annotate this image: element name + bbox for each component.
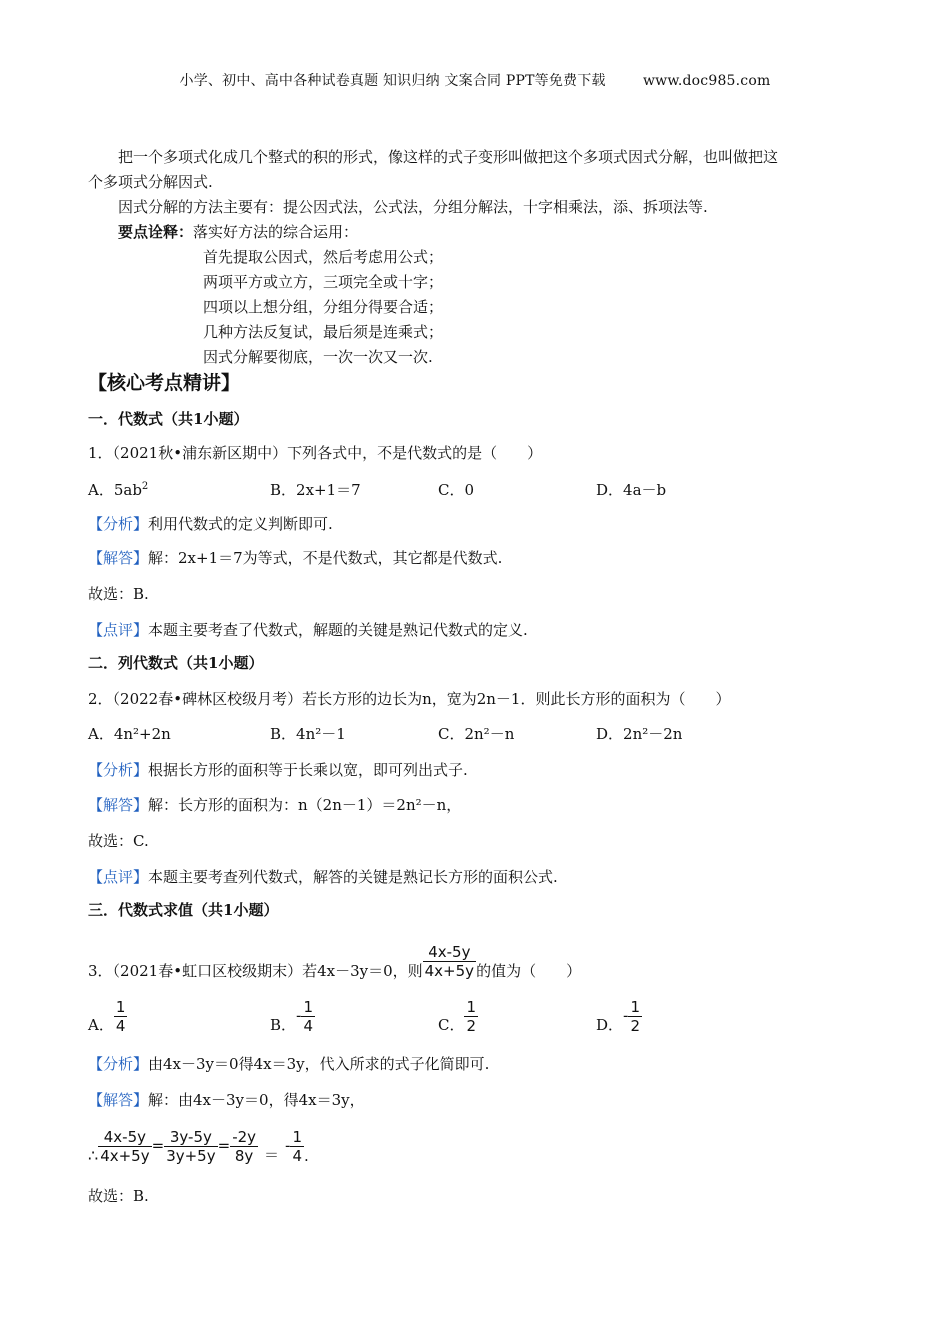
q3-option-d: D．- $\frac{1}{2}$ — [596, 992, 642, 1035]
q3-option-c-fraction — [464, 998, 478, 1035]
key-points-line — [118, 219, 358, 245]
header-text: 小学、初中、高中各种试卷真题 知识归纳 文案合同 PPT等免费下载 — [179, 73, 606, 89]
fraction-denominator: 4x+5y — [100, 1147, 150, 1165]
q1-answer-text: 解：2x+1＝7为等式，不是代数式，其它都是代数式. — [148, 549, 503, 567]
q3-choice: 故选：B. — [88, 1187, 149, 1205]
fraction-denominator: 3y+5y — [166, 1147, 216, 1165]
chain-fraction-3 — [230, 1128, 258, 1165]
q3-option-b-label: B． — [270, 1016, 297, 1034]
fraction-numerator: 1 — [630, 998, 640, 1016]
q1-comment — [88, 617, 528, 643]
fraction-numerator: 3y-5y — [169, 1128, 212, 1146]
answer-label: 【解答】 — [88, 1091, 149, 1109]
poem-line-3: 四项以上想分组，分组分得要合适； — [203, 298, 444, 316]
q1-option-b: B．2x+1＝7 — [270, 481, 361, 499]
q2-comment — [88, 864, 558, 890]
intro-paragraph-2: 因式分解的方法主要有：提公因式法，公式法，分组分解法，十字相乘法，添、拆项法等. — [118, 198, 708, 216]
chain-fraction-2 — [164, 1128, 217, 1165]
fraction-numerator: 1 — [115, 998, 126, 1016]
q1-choice: 故选：B. — [88, 585, 149, 603]
fraction-denominator: 4 — [115, 1017, 126, 1035]
fraction-numerator: 4x-5y — [103, 1128, 147, 1146]
q2-section-heading: 二．列代数式（共1小题） — [88, 654, 264, 672]
q2-analysis — [88, 757, 468, 783]
fraction-denominator: 4 — [292, 1147, 303, 1165]
fraction-denominator: 2 — [630, 1017, 640, 1035]
q1-stem: 1．（2021秋•浦东新区期中）下列各式中，不是代数式的是（ ） — [88, 444, 543, 462]
comment-label: 【点评】 — [88, 868, 149, 886]
poem-line-1: 首先提取公因式，然后考虑用公式； — [203, 248, 444, 266]
analysis-label: 【分析】 — [88, 515, 149, 533]
key-points-label: 要点诠释： — [118, 223, 194, 241]
q3-option-b-fraction — [301, 998, 315, 1035]
q2-answer — [88, 792, 461, 818]
q1-option-a-text: A．5ab — [88, 481, 142, 499]
q3-section-heading: 三．代数式求值（共1小题） — [88, 901, 279, 919]
q1-section-heading: 一．代数式（共1小题） — [88, 410, 249, 428]
q1-answer — [88, 545, 502, 571]
section-title: 【核心考点精讲】 — [88, 372, 241, 394]
q1-analysis-text: 利用代数式的定义判断即可. — [148, 515, 333, 533]
q2-option-b: B．4n²－1 — [270, 725, 346, 743]
q3-option-a-label: A． — [88, 1016, 114, 1034]
key-points-text: 落实好方法的综合运用： — [193, 223, 359, 241]
q3-option-a-fraction — [114, 998, 128, 1035]
poem-line-4: 几种方法反复试，最后须是连乘式； — [203, 323, 444, 341]
q3-analysis — [88, 1051, 489, 1077]
q3-fraction-chain: ∴ $\frac{4x-5y}{4x+5y}$ = $\frac{3y-5y}{3y+5y}$ = $\frac{-2y}{8y}$ ＝- $\frac{1}{4}$ . — [88, 1122, 309, 1165]
intro-paragraph-1-cont: 个多项式分解因式. — [88, 173, 213, 191]
q3-option-c — [438, 992, 478, 1035]
q2-answer-text: 解：长方形的面积为：n（2n－1）＝2n²－n， — [148, 796, 462, 814]
q2-analysis-text: 根据长方形的面积等于长乘以宽，即可列出式子. — [148, 761, 468, 779]
fraction-numerator: 1 — [466, 998, 477, 1016]
q2-comment-text: 本题主要考查列代数式，解答的关键是熟记长方形的面积公式. — [148, 868, 558, 886]
intro-paragraph-1: 把一个多项式化成几个整式的积的形式，像这样的式子变形叫做把这个多项式因式分解，也叫做把这 — [118, 148, 779, 166]
q1-option-c: C．0 — [438, 481, 475, 499]
header-url: www.doc985.com — [642, 73, 771, 89]
chain-fraction-1 — [98, 1128, 151, 1165]
q1-option-d: D．4a－b — [596, 481, 667, 499]
q3-option-d-fraction — [628, 998, 642, 1035]
q2-option-a: A．4n²+2n — [88, 725, 171, 743]
q3-answer — [88, 1087, 365, 1113]
q2-stem: 2．（2022春•碑林区校级月考）若长方形的边长为n，宽为2n－1．则此长方形的面积为（ ） — [88, 690, 731, 708]
q3-option-b: B．- $\frac{1}{4}$ — [270, 992, 315, 1035]
q3-fraction — [423, 943, 476, 980]
fraction-numerator: 1 — [292, 1128, 303, 1146]
q3-stem-tail: 的值为（ ） — [476, 962, 582, 980]
q1-comment-text: 本题主要考查了代数式，解题的关键是熟记代数式的定义. — [148, 621, 528, 639]
chain-fraction-4 — [290, 1128, 304, 1165]
q3-fraction-numerator: 4x-5y — [428, 943, 471, 961]
q3-stem-text: 3．（2021春•虹口区校级期末）若4x－3y＝0，则 — [88, 962, 423, 980]
q2-choice: 故选：C. — [88, 832, 149, 850]
q3-analysis-text: 由4x－3y＝0得4x＝3y，代入所求的式子化简即可. — [148, 1055, 490, 1073]
q3-option-d-label: D． — [596, 1016, 624, 1034]
q3-fraction-denominator: 4x+5y — [424, 962, 475, 980]
fraction-denominator: 4 — [303, 1017, 313, 1035]
q3-stem — [88, 930, 581, 986]
fraction-denominator: 2 — [466, 1017, 477, 1035]
fraction-denominator: 8y — [230, 1146, 258, 1165]
q1-analysis — [88, 511, 333, 537]
fraction-numerator: -2y — [232, 1128, 257, 1146]
page-header — [0, 70, 950, 90]
q3-option-a — [88, 992, 127, 1035]
poem-line-5: 因式分解要彻底，一次一次又一次. — [203, 348, 433, 366]
fraction-numerator: 1 — [303, 998, 313, 1016]
q1-option-a: A．$5ab^2$ — [88, 481, 149, 499]
answer-label: 【解答】 — [88, 796, 149, 814]
therefore-symbol: ∴ — [88, 1146, 99, 1165]
poem-line-2: 两项平方或立方，三项完全或十字； — [203, 273, 444, 291]
analysis-label: 【分析】 — [88, 761, 149, 779]
answer-label: 【解答】 — [88, 549, 149, 567]
q2-option-d: D．2n²－2n — [596, 725, 683, 743]
q2-option-c: C．2n²－n — [438, 725, 515, 743]
analysis-label: 【分析】 — [88, 1055, 149, 1073]
comment-label: 【点评】 — [88, 621, 149, 639]
q3-option-c-label: C． — [438, 1016, 465, 1034]
q3-answer-text: 解：由4x－3y＝0，得4x＝3y， — [148, 1091, 365, 1109]
